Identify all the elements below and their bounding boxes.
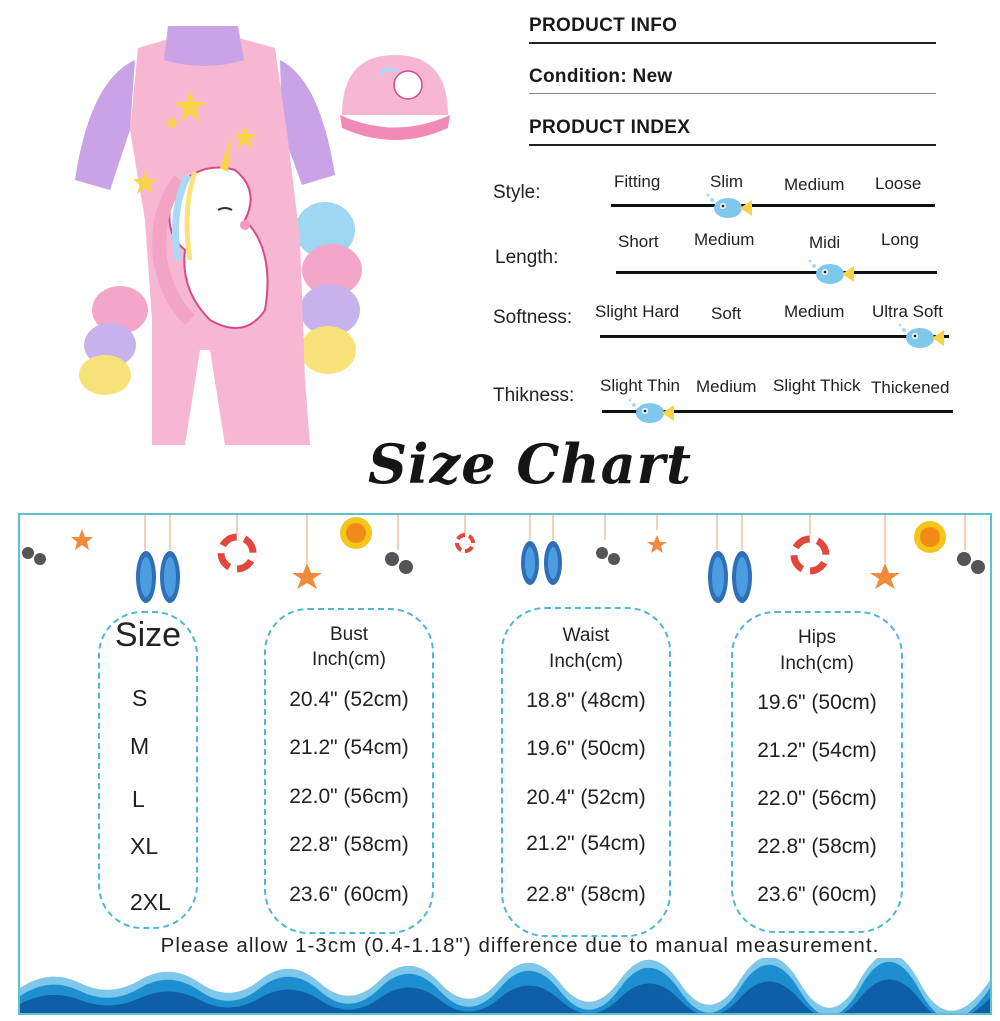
style-scale-line — [611, 204, 935, 207]
waist-unit: Inch(cm) — [549, 651, 623, 672]
hips-value: 19.6" (50cm) — [757, 691, 877, 714]
size-column-frame — [98, 611, 198, 929]
sun-icon — [914, 521, 946, 553]
hips-column-frame — [731, 611, 903, 933]
style-label: Style: — [493, 182, 541, 203]
waist-header: Waist — [562, 625, 610, 646]
bust-unit: Inch(cm) — [312, 649, 386, 670]
life-ring-icon — [794, 539, 826, 571]
bust-column-frame — [264, 608, 434, 934]
hips-value: 22.8" (58cm) — [757, 835, 877, 858]
size-label: M — [130, 733, 150, 759]
flip-flops-icon — [521, 541, 562, 585]
hips-header: Hips — [797, 627, 836, 648]
softness-option: Medium — [784, 302, 845, 321]
softness-label: Softness: — [493, 307, 573, 328]
fish-marker-icon — [628, 397, 674, 427]
flip-flops-icon — [708, 551, 752, 603]
waist-value: 18.8" (48cm) — [526, 689, 646, 712]
product-info-heading: PRODUCT INFO — [529, 15, 678, 36]
divider — [529, 144, 936, 146]
collar — [164, 26, 244, 66]
waist-value: 21.2" (54cm) — [526, 832, 646, 855]
waist-value: 20.4" (52cm) — [526, 786, 646, 809]
length-option: Long — [881, 230, 919, 249]
size-label: XL — [130, 833, 159, 859]
hips-unit: Inch(cm) — [780, 653, 854, 674]
product-index-heading: PRODUCT INDEX — [529, 117, 691, 138]
ocean-waves — [20, 958, 990, 1013]
thickness-label: Thikness: — [493, 385, 575, 406]
size-column-header: Size — [114, 616, 182, 654]
size-chart-title: Size Chart — [368, 432, 692, 496]
fish-marker-icon — [808, 258, 854, 288]
swim-cap — [340, 55, 450, 140]
size-label: L — [132, 786, 145, 812]
length-label: Length: — [495, 247, 559, 268]
softness-scale-line — [600, 335, 949, 338]
hips-value: 21.2" (54cm) — [757, 739, 877, 762]
style-option: Loose — [875, 174, 922, 193]
thickness-option: Slight Thick — [773, 376, 861, 395]
waist-value: 22.8" (58cm) — [526, 883, 646, 906]
life-ring-icon — [457, 535, 473, 551]
softness-option: Slight Hard — [595, 302, 680, 321]
thickness-option-selected: Slight Thin — [600, 376, 681, 395]
bust-header: Bust — [329, 624, 369, 645]
fish-marker-icon — [898, 322, 944, 352]
bust-value: 21.2" (54cm) — [289, 736, 409, 759]
swimsuit-product-image — [60, 20, 480, 460]
divider — [529, 93, 936, 94]
divider — [529, 42, 936, 44]
size-label: S — [132, 685, 148, 711]
hips-value: 23.6" (60cm) — [757, 883, 877, 906]
style-option: Fitting — [614, 172, 661, 191]
style-option-selected: Slim — [710, 172, 744, 191]
length-option: Short — [618, 232, 659, 251]
condition-text: Condition: New — [529, 66, 673, 87]
length-option: Medium — [694, 230, 755, 249]
waist-value: 19.6" (50cm) — [526, 737, 646, 760]
thickness-option: Medium — [696, 377, 757, 396]
style-option: Medium — [784, 175, 845, 194]
left-sleeve — [75, 60, 135, 190]
measurement-note: Please allow 1-3cm (0.4-1.18") difference due to manual measurement. — [160, 934, 880, 957]
bust-value: 22.8" (58cm) — [289, 833, 409, 856]
bust-value: 22.0" (56cm) — [289, 785, 409, 808]
waist-column-frame — [501, 607, 671, 937]
bust-value: 20.4" (52cm) — [289, 688, 409, 711]
length-option-selected: Midi — [809, 233, 841, 252]
length-scale-line — [616, 271, 937, 274]
sun-icon — [340, 517, 372, 549]
softness-option-selected: Ultra Soft — [872, 302, 943, 321]
size-label: 2XL — [130, 889, 171, 915]
life-ring-icon — [221, 537, 253, 569]
bust-value: 23.6" (60cm) — [289, 883, 409, 906]
hips-value: 22.0" (56cm) — [757, 787, 877, 810]
thickness-option: Thickened — [871, 378, 950, 397]
fish-marker-icon — [706, 192, 752, 222]
starfish-icon — [71, 529, 900, 589]
softness-option: Soft — [711, 304, 742, 323]
flip-flops-icon — [136, 551, 180, 603]
